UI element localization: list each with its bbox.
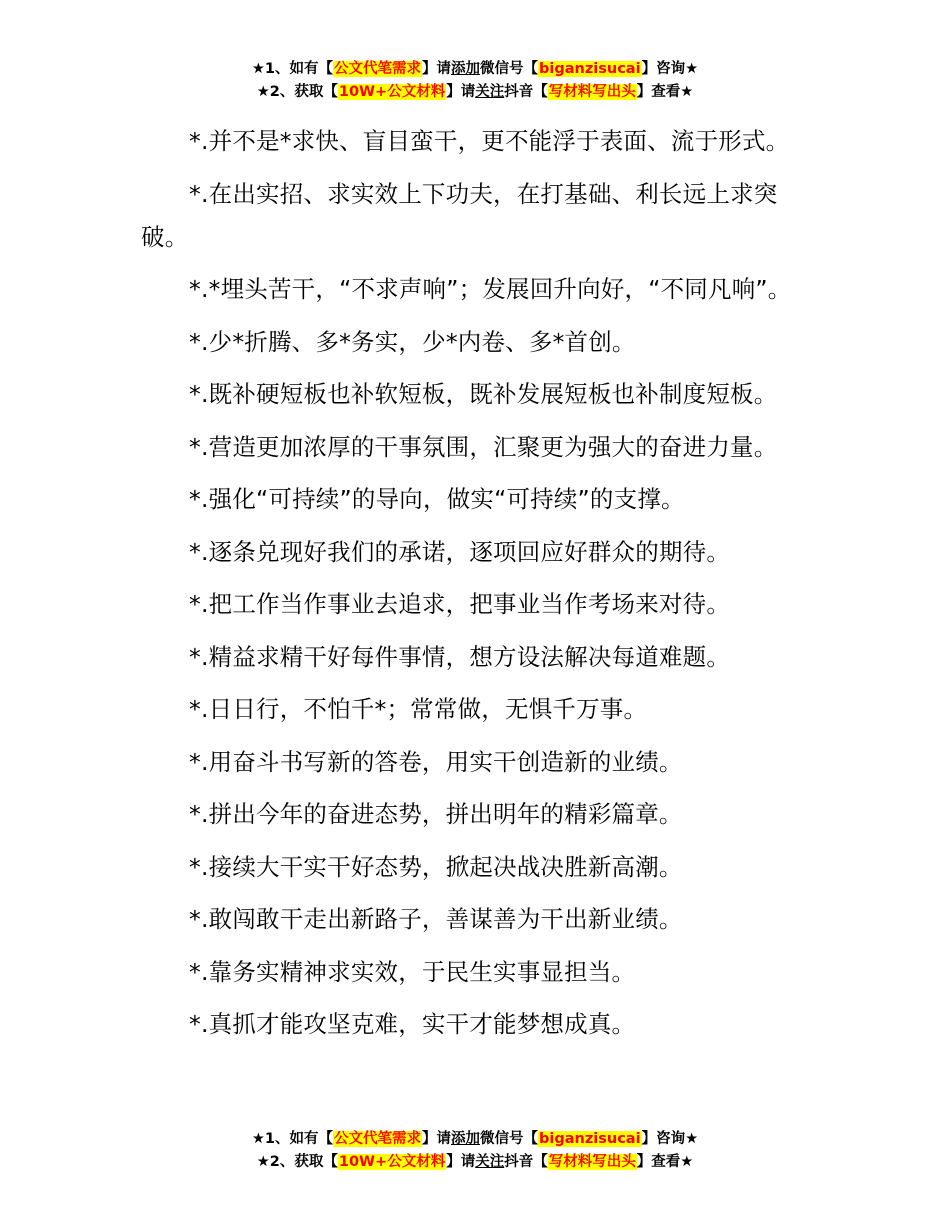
star-icon: ★ [256, 1154, 270, 1170]
header-line-1-mid1: 】请 [422, 61, 452, 77]
footer-line-1-mid1: 】请 [422, 1131, 452, 1147]
footer-line-2-prefix: 2、获取【 [269, 1154, 338, 1170]
footer-line-2-mid2: 抖音【 [504, 1154, 548, 1170]
footer-underlined-add: 添加 [451, 1131, 481, 1147]
header-line-1 [0, 58, 950, 81]
star-icon: ★ [680, 84, 694, 100]
paragraph: *.强化“可持续”的导向，做实“可持续”的支撑。 [189, 485, 685, 513]
paragraph: *.逐条兑现好我们的承诺，逐项回应好群众的期待。 [189, 537, 731, 566]
paragraph: *.并不是*求快、盲目蛮干，更不能浮于表面、流于形式。 [189, 127, 790, 155]
header-underlined-follow: 关注 [475, 84, 505, 100]
paragraph: *.真抓才能攻坚克难，实干才能梦想成真。 [189, 1010, 636, 1038]
footer-banner [0, 1128, 950, 1174]
header-banner [0, 58, 950, 104]
header-line-2 [0, 81, 950, 104]
header-line-2-suffix: 】查看 [636, 84, 681, 100]
header-line-1-mid2: 微信号【 [480, 61, 539, 77]
footer-line-2 [0, 1151, 950, 1174]
header-highlight-materials: 10W+公文材料 [338, 84, 446, 100]
footer-line-2-mid1: 】请 [446, 1154, 476, 1170]
footer-highlight-douyin: 写材料写出头 [548, 1154, 636, 1170]
star-icon: ★ [256, 84, 270, 100]
star-icon: ★ [251, 1131, 265, 1147]
footer-line-1-mid2: 微信号【 [480, 1131, 539, 1147]
footer-line-1-suffix: 】咨询 [641, 1131, 686, 1147]
footer-line-1 [0, 1128, 950, 1151]
star-icon: ★ [251, 61, 265, 77]
footer-underlined-follow: 关注 [475, 1154, 505, 1170]
paragraph: *.既补硬短板也补软短板，既补发展短板也补制度短板。 [189, 380, 778, 408]
star-icon: ★ [685, 1131, 699, 1147]
footer-highlight-wechat-id: biganzisucai [539, 1131, 641, 1147]
footer-highlight-materials: 10W+公文材料 [338, 1154, 446, 1170]
paragraph: *.把工作当作事业去追求，把事业当作考场来对待。 [189, 590, 731, 618]
header-line-2-mid1: 】请 [446, 84, 476, 100]
header-highlight-service: 公文代笔需求 [334, 61, 422, 77]
header-line-2-prefix: 2、获取【 [269, 84, 338, 100]
paragraph: *.在出实招、求实效上下功夫，在打基础、利长远上求突破。 [141, 179, 778, 251]
paragraph: *.*埋头苦干，“不求声响”；发展回升向好，“不同凡响”。 [189, 275, 792, 303]
paragraph: *.精益求精干好每件事情，想方设法解决每道难题。 [189, 642, 731, 671]
paragraph: *.少*折腾、多*务实，少*内卷、多*首创。 [189, 327, 636, 356]
header-highlight-wechat-id: biganzisucai [539, 61, 641, 77]
footer-line-2-suffix: 】查看 [636, 1154, 681, 1170]
paragraph: *.拼出今年的奋进态势，拼出明年的精彩篇章。 [189, 800, 683, 828]
paragraph: *.敢闯敢干走出新路子，善谋善为干出新业绩。 [189, 905, 683, 933]
paragraph: *.日日行，不怕千*；常常做，无惧千万事。 [189, 695, 648, 723]
paragraph: *.靠务实精神求实效，于民生实事显担当。 [189, 957, 636, 986]
footer-line-1-prefix: 1、如有【 [264, 1131, 334, 1147]
paragraph: *.营造更加浓厚的干事氛围，汇聚更为强大的奋进力量。 [189, 432, 778, 461]
document-body [141, 120, 811, 1056]
paragraph: *.用奋斗书写新的答卷，用实干创造新的业绩。 [189, 747, 683, 776]
star-icon: ★ [685, 61, 699, 77]
header-underlined-add: 添加 [451, 61, 481, 77]
header-line-2-mid2: 抖音【 [504, 84, 548, 100]
star-icon: ★ [680, 1154, 694, 1170]
footer-highlight-service: 公文代笔需求 [334, 1131, 422, 1147]
header-line-1-prefix: 1、如有【 [264, 61, 334, 77]
paragraph: *.接续大干实干好态势，掀起决战决胜新高潮。 [189, 852, 683, 881]
header-highlight-douyin: 写材料写出头 [548, 84, 636, 100]
header-line-1-suffix: 】咨询 [641, 61, 686, 77]
